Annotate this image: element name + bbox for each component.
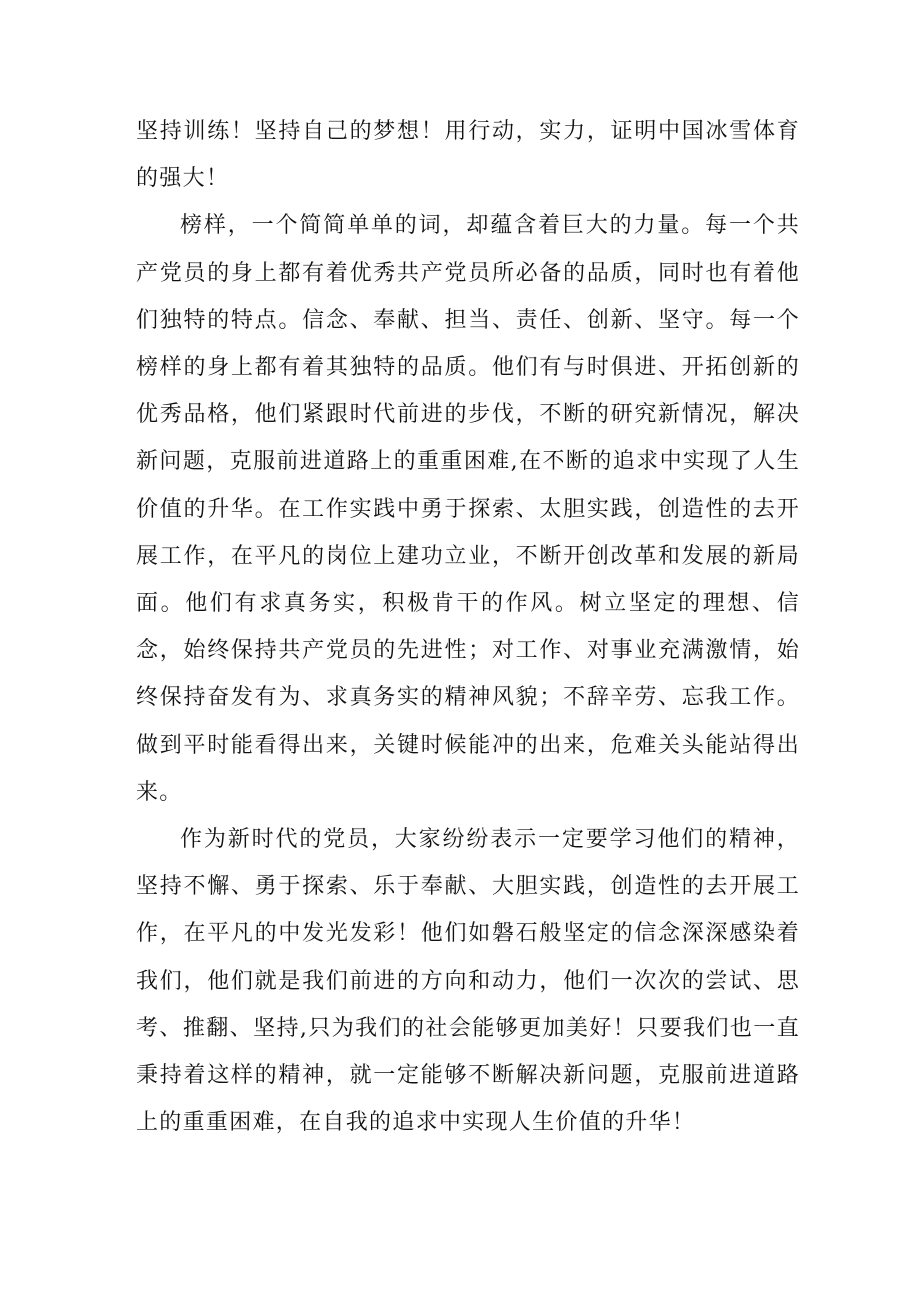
paragraph-1: 坚持训练！坚持自己的梦想！用行动，实力，证明中国冰雪体育的强大！ bbox=[136, 119, 800, 192]
document-body bbox=[136, 108, 800, 1146]
paragraph-3: 作为新时代的党员，大家纷纷表示一定要学习他们的精神，坚持不懈、勇于探索、乐于奉献、大胆实践，创造性的去开展工作，在平凡的中发光发彩！他们如磐石般坚定的信念深深感染着我们，他们就是我们前进的方向和动力，他们一次次的尝试、思考、推翻、坚持,只为我们的社会能够更加美好！只要我们也一直秉持着这样的精神，就一定能够不断解决新问题，克服前进道路上的重重困难，在自我的追求中实现人生价值的升华！ bbox=[136, 827, 800, 1136]
paragraph-2: 榜样，一个简简单单的词，却蕴含着巨大的力量。每一个共产党员的身上都有着优秀共产党员所必备的品质，同时也有着他们独特的特点。信念、奉献、担当、责任、创新、坚守。每一个榜样的身上都有着其独特的品质。他们有与时俱进、开拓创新的优秀品格，他们紧跟时代前进的步伐，不断的研究新情况，解决新问题，克服前进道路上的重重困难,在不断的追求中实现了人生价值的升华。在工作实践中勇于探索、太胆实践，创造性的去开展工作，在平凡的岗位上建功立业，不断开创改革和发展的新局面。他们有求真务实，积极肯干的作风。树立坚定的理想、信念，始终保持共产党员的先进性；对工作、对事业充满激情，始终保持奋发有为、求真务实的精神风貌；不辞辛劳、忘我工作。做到平时能看得出来，关键时候能冲的出来，危难关头能站得出来。 bbox=[136, 213, 800, 805]
